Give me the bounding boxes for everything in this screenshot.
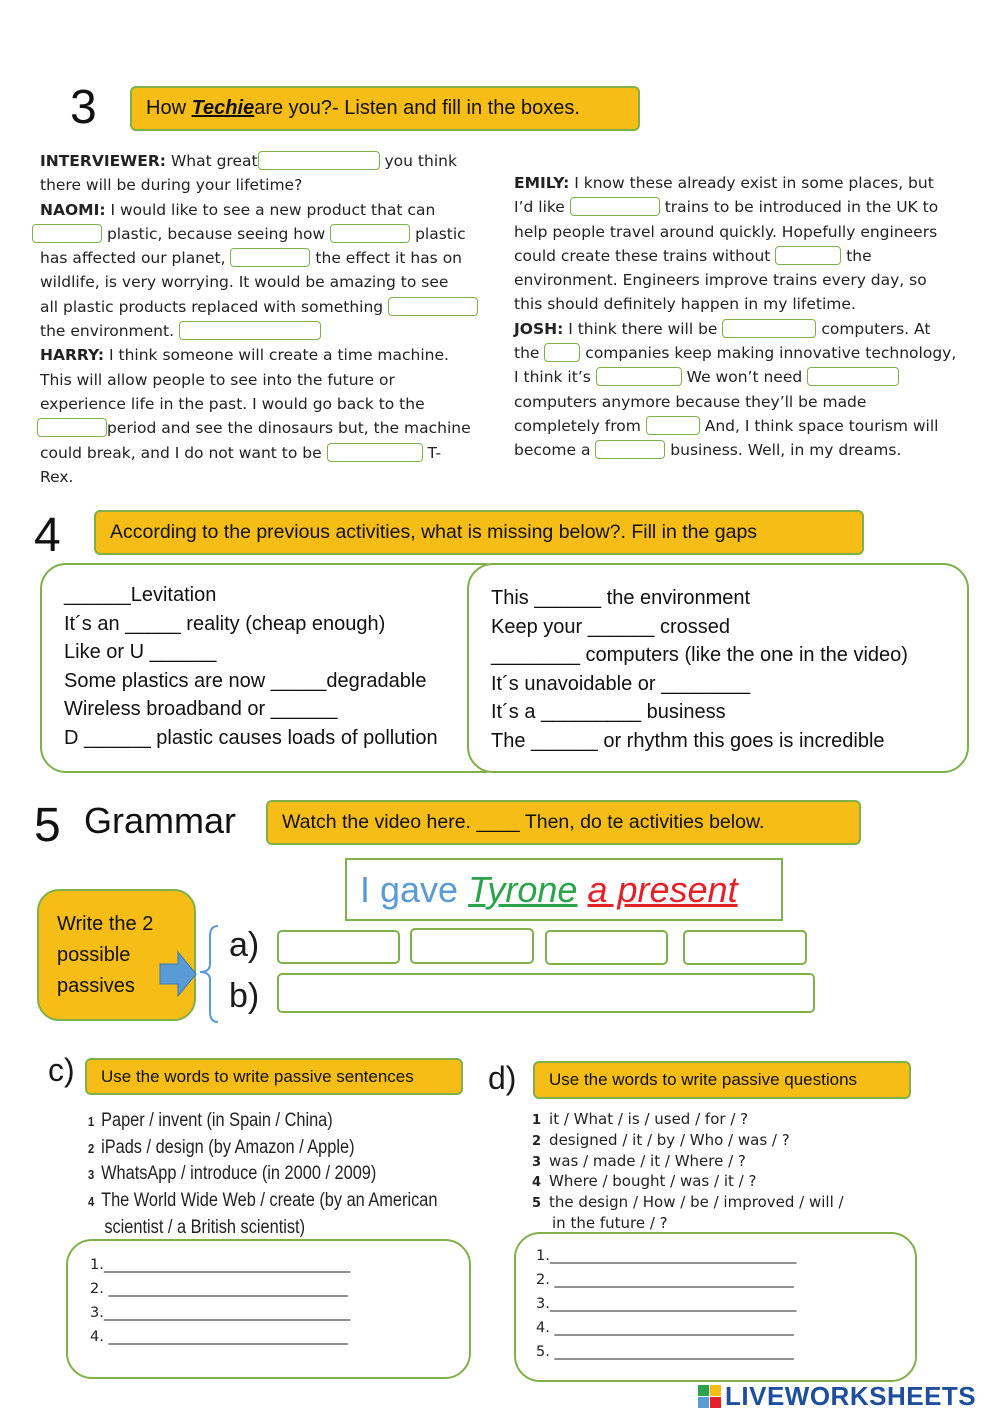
speaker-emily: EMILY: [514, 174, 570, 192]
gap-box[interactable] [388, 297, 478, 316]
list-item-text: the design / How / be / improved / will / [549, 1193, 844, 1212]
text: this should definitely happen in my lifetime. [514, 295, 856, 314]
answer-a-field-4[interactable] [683, 930, 807, 965]
section-5-number: 5 [34, 799, 61, 852]
text: trains to be introduced in the UK to [659, 198, 939, 217]
list-item-text: WhatsApp / introduce (in 2000 / 2009) [101, 1163, 377, 1185]
label-a: a) [229, 926, 260, 964]
section-5-banner: Watch the video here. ____ Then, do te activities below. [266, 800, 861, 845]
vocab-item: Wireless broadband or ______ [64, 698, 338, 721]
text: computers anymore because they’ll be made [514, 392, 867, 411]
gap-box[interactable] [327, 443, 423, 462]
text: all plastic products replaced with something [40, 297, 389, 316]
text: the effect it has on [310, 249, 462, 268]
sentence-indirect-object: Tyrone [468, 868, 578, 910]
vocab-item: Keep your ______ crossed [491, 615, 731, 638]
answer-line[interactable]: 4. _________________________________ [90, 1329, 348, 1345]
text: there will be during your lifetime? [40, 176, 303, 195]
text: companies keep making innovative technology, [580, 344, 957, 363]
list-item [88, 1188, 449, 1215]
vocab-item: This ______ the environment [491, 587, 751, 609]
text: I’d like [514, 198, 570, 217]
list-item-number: 3 [88, 1167, 95, 1183]
list-item-text: The World Wide Web / create (by an American [101, 1190, 438, 1212]
vocab-item: Like or U ______ [64, 641, 217, 664]
brace-icon [198, 924, 220, 1024]
brand-logo-icon [698, 1385, 721, 1408]
answer-line[interactable]: 3.__________________________________ [90, 1305, 351, 1321]
text: And, I think space tourism will [699, 416, 939, 435]
list-item-number: 2 [532, 1133, 542, 1149]
gap-box[interactable] [37, 418, 107, 437]
text [577, 869, 587, 911]
gap-box[interactable] [722, 319, 816, 338]
list-item-continuation: scientist / a British scientist) [104, 1216, 306, 1238]
list-item-number: 1 [88, 1114, 95, 1129]
list-item-text: Where / bought / was / it / ? [549, 1172, 757, 1191]
list-item [88, 1161, 449, 1188]
list-item [532, 1193, 932, 1214]
brand-name: LIVEWORKSHEETS [725, 1381, 977, 1411]
text: help people travel around quickly. Hopefully engineers [514, 222, 938, 241]
vocab-item: It´s an _____ reality (cheap enough) [64, 612, 386, 635]
text: I would like to see a new product that can [105, 200, 436, 219]
list-item [532, 1131, 932, 1152]
vocab-panel-right [467, 563, 969, 773]
section-3-banner [130, 86, 640, 131]
gap-box[interactable] [179, 321, 321, 340]
sentence-direct-object: a present [587, 868, 738, 910]
list-item [532, 1110, 932, 1131]
text: This will allow people to see into the future or [40, 370, 395, 389]
sentence-subject: I gave [360, 868, 469, 910]
example-sentence [345, 858, 783, 921]
text: business. Well, in my dreams. [665, 441, 902, 460]
text: the [514, 344, 545, 363]
list-item-number: 2 [88, 1140, 95, 1156]
instruction-text: Write the 2 possible passives [57, 913, 154, 997]
list-item [532, 1172, 932, 1193]
label-b: b) [229, 977, 260, 1015]
answer-line[interactable]: 2. _________________________________ [536, 1272, 794, 1288]
vocab-item: D ______ plastic causes loads of pollution [64, 726, 438, 749]
vocab-item: ________ computers (like the one in the video) [491, 644, 908, 667]
text: Rex. [40, 467, 74, 486]
text: you think [379, 152, 457, 170]
list-item-number: 4 [88, 1194, 95, 1210]
section-d-answer-box [514, 1232, 917, 1382]
banner-text-post: are you?- Listen and fill in the boxes. [254, 97, 580, 119]
text: I think someone will create a time machine. [104, 346, 449, 365]
section-3-number: 3 [70, 81, 97, 134]
gap-box[interactable] [775, 246, 841, 265]
text: has affected our planet, [40, 249, 231, 268]
text: computers. At [816, 319, 931, 338]
vocab-panel-left [40, 563, 510, 773]
vocab-item: It´s a _________ business [491, 701, 726, 724]
vocab-item: Some plastics are now _____degradable [64, 669, 427, 692]
gap-box[interactable] [32, 224, 102, 243]
text: the environment. [40, 322, 179, 341]
gap-box[interactable] [646, 416, 700, 435]
dialogue-left [40, 149, 500, 489]
text: period and see the dinosaurs but, the machine [107, 419, 471, 438]
vocab-item: ______Levitation [64, 584, 217, 606]
gap-box[interactable] [330, 224, 410, 243]
answer-a-field-3[interactable] [545, 930, 668, 965]
list-item-text: it / What / is / used / for / ? [549, 1110, 749, 1128]
speaker-naomi: NAOMI: [40, 200, 106, 219]
arrow-right-icon [158, 950, 198, 1000]
list-item-text: was / made / it / Where / ? [549, 1151, 746, 1170]
section-c-list [88, 1108, 449, 1241]
text: experience life in the past. I would go back to the [40, 394, 425, 413]
vocab-item: It´s unavoidable or ________ [491, 672, 751, 695]
speaker-harry: HARRY: [40, 346, 105, 365]
section-c-banner: Use the words to write passive sentences [85, 1058, 463, 1095]
text: the [841, 246, 872, 265]
text: plastic [415, 224, 466, 243]
grammar-title: Grammar [84, 800, 236, 841]
list-item-number: 1 [532, 1113, 542, 1128]
list-item [88, 1108, 449, 1135]
text: environment. Engineers improve trains every day, so [514, 271, 927, 290]
gap-box[interactable] [230, 248, 310, 267]
label-c: c) [48, 1052, 75, 1088]
list-item-text: designed / it / by / Who / was / ? [549, 1130, 790, 1149]
gap-box[interactable] [595, 440, 665, 459]
section-4-banner: According to the previous activities, what is missing below?. Fill in the gaps [94, 510, 864, 555]
section-d-banner: Use the words to write passive questions [533, 1061, 911, 1099]
list-item-number: 3 [532, 1154, 542, 1170]
gap-box[interactable] [258, 151, 380, 170]
text: become a [514, 441, 596, 460]
list-item-number: 5 [532, 1196, 542, 1212]
text: What great [166, 152, 258, 170]
list-item-text: iPads / design (by Amazon / Apple) [101, 1136, 355, 1158]
list-item-continuation: in the future / ? [552, 1213, 668, 1232]
answer-a-field-1[interactable] [277, 930, 400, 964]
list-item [532, 1152, 932, 1173]
section-c-answer-box [66, 1239, 471, 1379]
list-item [88, 1135, 449, 1162]
gap-box[interactable] [807, 367, 899, 386]
label-d: d) [488, 1060, 517, 1096]
gap-box[interactable] [570, 197, 660, 216]
gap-box[interactable] [596, 367, 682, 386]
text: I think it’s [514, 368, 596, 387]
answer-line[interactable]: 1.__________________________________ [536, 1248, 797, 1264]
text: wildlife, is very worrying. It would be amazing to see [40, 273, 449, 292]
dialogue-right [514, 171, 984, 463]
text: We won’t need [681, 368, 808, 387]
answer-line[interactable]: 3.__________________________________ [536, 1296, 797, 1312]
text: could create these trains without [514, 246, 776, 265]
text: completely from [514, 416, 646, 435]
answer-line[interactable]: 1.__________________________________ [90, 1257, 351, 1273]
text: could break, and I do not want to be [40, 443, 327, 462]
speaker-josh: JOSH: [514, 319, 564, 338]
answer-line[interactable]: 2. _________________________________ [90, 1281, 348, 1297]
list-item-number: 4 [532, 1175, 542, 1191]
text: T- [422, 443, 442, 462]
speaker-interviewer: INTERVIEWER: [40, 152, 167, 170]
banner-techie: Techie [191, 97, 255, 119]
section-4-number: 4 [34, 509, 61, 562]
gap-box[interactable] [544, 343, 580, 362]
text: I know these already exist in some places, but [569, 174, 934, 192]
answer-line[interactable]: 4. _________________________________ [536, 1320, 794, 1336]
banner-text-pre: How [146, 97, 187, 119]
text: plastic, because seeing how [106, 224, 331, 243]
answer-a-field-2[interactable] [410, 928, 534, 964]
answer-b-field[interactable] [277, 973, 815, 1013]
liveworksheets-logo [698, 1381, 976, 1412]
vocab-item: The ______ or rhythm this goes is incredible [491, 729, 885, 752]
answer-line[interactable]: 5. _________________________________ [536, 1344, 794, 1360]
section-d-list [532, 1110, 932, 1234]
text: I think there will be [563, 319, 723, 338]
list-item-text: Paper / invent (in Spain / China) [101, 1110, 333, 1131]
